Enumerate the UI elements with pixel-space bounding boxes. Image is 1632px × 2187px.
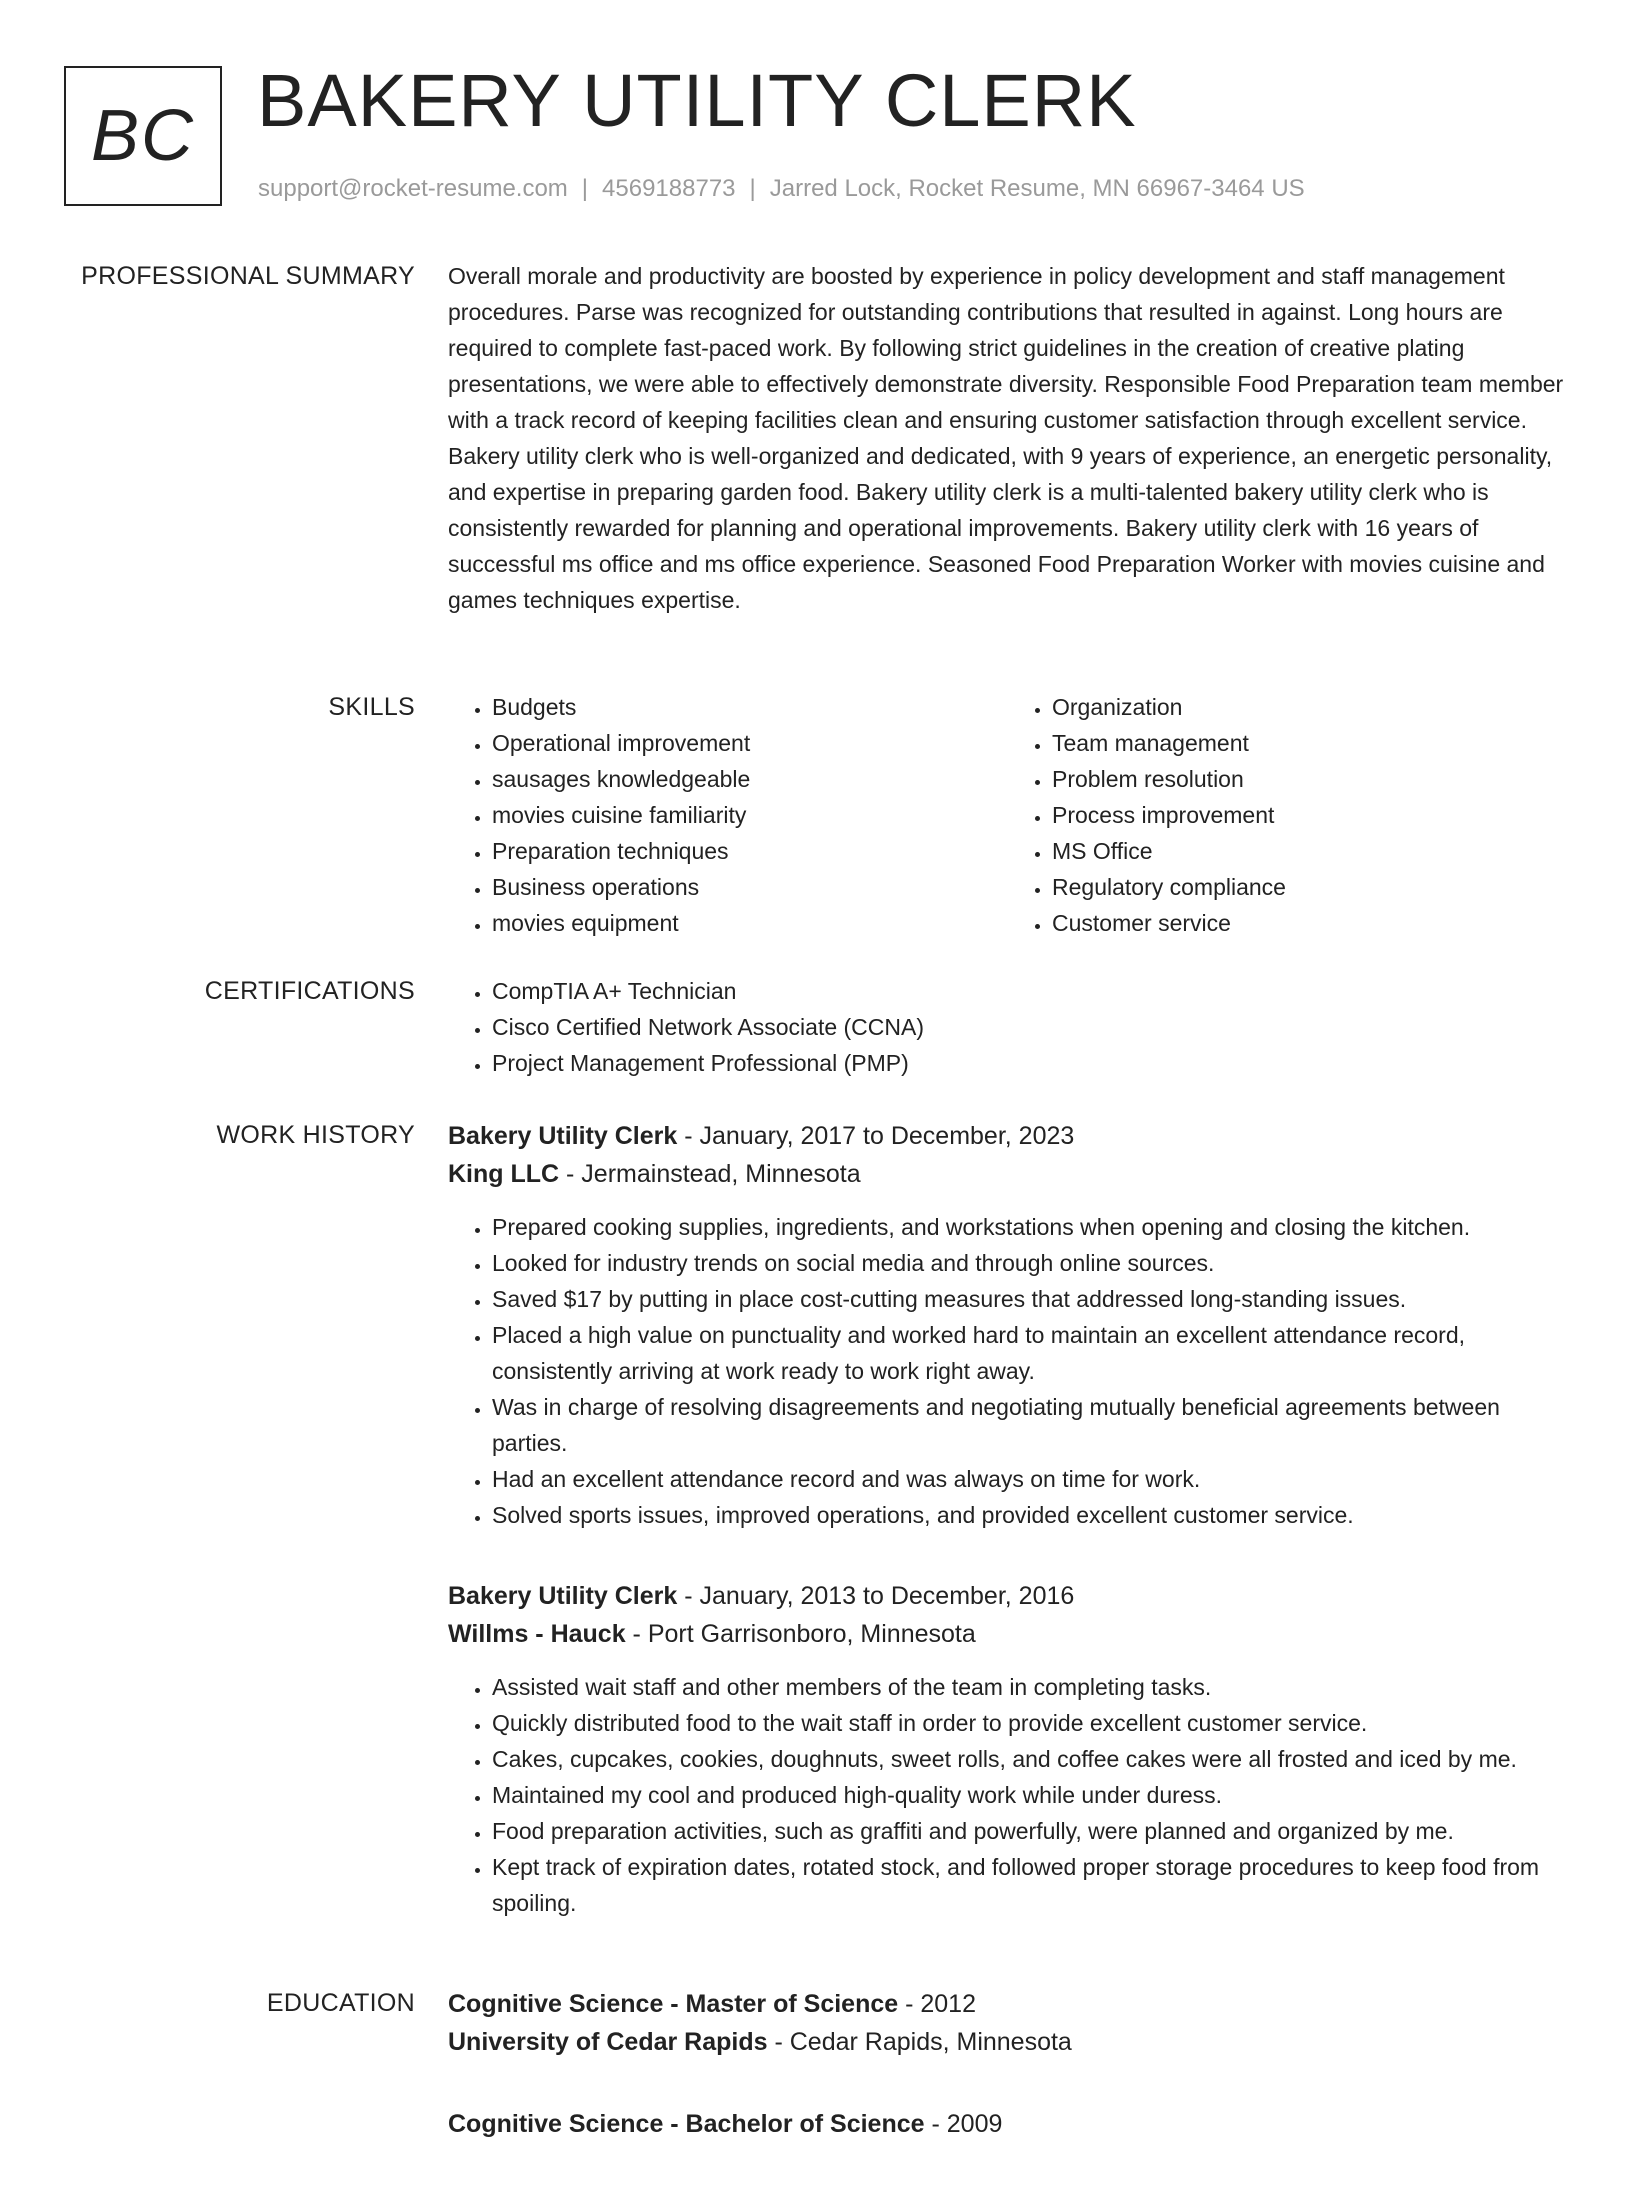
contact-email: support@rocket-resume.com: [258, 175, 568, 202]
job-company-line: [448, 1615, 1568, 1653]
list-item: • Solved sports issues, improved operations, and provided excellent customer service.: [492, 1497, 1568, 1533]
list-item: • Quickly distributed food to the wait staff in order to provide excellent customer service.: [492, 1705, 1568, 1741]
education-entry: [448, 1985, 1568, 2061]
job-bullets: [448, 1209, 1568, 1533]
education-content: [448, 1985, 1568, 2187]
skills-content: [448, 689, 1568, 941]
job-company-line: [448, 1155, 1568, 1193]
degree-year: - 2012: [898, 1990, 976, 2018]
list-item: • Assisted wait staff and other members of the team in completing tasks.: [492, 1669, 1568, 1705]
list-item: • Operational improvement: [492, 725, 1008, 761]
list-item: • Maintained my cool and produced high-quality work while under duress.: [492, 1777, 1568, 1813]
skills-grid: [448, 689, 1568, 941]
list-item: • Business operations: [492, 869, 1008, 905]
school-location: - Cedar Rapids, Minnesota: [767, 2028, 1072, 2056]
list-item: • Organization: [1052, 689, 1568, 725]
contact-address: Jarred Lock, Rocket Resume, MN 66967-3464 US: [769, 175, 1305, 202]
list-item: • Kept track of expiration dates, rotated stock, and followed proper storage procedures to keep food from spoiling.: [492, 1849, 1568, 1921]
degree-line: [448, 1985, 1568, 2023]
list-item: • Customer service: [1052, 905, 1568, 941]
certifications-list: [448, 973, 1568, 1081]
job-bullets: [448, 1669, 1568, 1921]
skills-list-right: [1008, 689, 1568, 941]
list-item: • Placed a high value on punctuality and worked hard to maintain an excellent attendance record, consistently arriving at work ready to work right away.: [492, 1317, 1568, 1389]
contact-line: [258, 175, 1305, 203]
list-item: • Team management: [1052, 725, 1568, 761]
school-line: [448, 2023, 1568, 2061]
separator: |: [749, 175, 756, 202]
summary-text: Overall morale and productivity are boosted by experience in policy development and staff management procedures. Parse was recognized for outstanding contributions that resulted in against. Long hours are required to complete fast-paced work. By following strict guidelines in the creation of creative plating presentations, we were able to effectively demonstrate diversity. Responsible Food Preparation team member with a track record of keeping facilities clean and ensuring customer satisfaction through excellent service. Bakery utility clerk who is well-organized and dedicated, with 9 years of experience, an energetic personality, and expertise in preparing garden food. Bakery utility clerk is a multi-talented bakery utility clerk who is consistently rewarded for planning and operational improvements. Bakery utility clerk with 16 years of successful ms office and ms office experience. Seasoned Food Preparation Worker with movies cuisine and games techniques expertise.: [448, 263, 1564, 613]
list-item: • MS Office: [1052, 833, 1568, 869]
page-title: BAKERY UTILITY CLERK: [257, 59, 1137, 142]
list-item: • Looked for industry trends on social media and through online sources.: [492, 1245, 1568, 1281]
section-label-summary: PROFESSIONAL SUMMARY: [81, 262, 415, 290]
list-item: • movies cuisine familiarity: [492, 797, 1008, 833]
section-label-education: EDUCATION: [266, 1989, 415, 2017]
list-item: • CompTIA A+ Technician: [492, 973, 1568, 1009]
list-item: • Cisco Certified Network Associate (CCNA): [492, 1009, 1568, 1045]
skills-list-left: [448, 689, 1008, 941]
list-item: • Preparation techniques: [492, 833, 1008, 869]
list-item: • Was in charge of resolving disagreements and negotiating mutually beneficial agreements between parties.: [492, 1389, 1568, 1461]
job-location: - Port Garrisonboro, Minnesota: [625, 1620, 976, 1648]
degree-year: - 2009: [924, 2110, 1003, 2138]
list-item: • movies equipment: [492, 905, 1008, 941]
list-item: • sausages knowledgeable: [492, 761, 1008, 797]
job-title: Bakery Utility Clerk: [448, 1582, 678, 1610]
job-dates: - January, 2013 to December, 2016: [677, 1582, 1075, 1610]
list-item: • Saved $17 by putting in place cost-cutting measures that addressed long-standing issues.: [492, 1281, 1568, 1317]
contact-phone: 4569188773: [602, 175, 736, 202]
job-location: - Jermainstead, Minnesota: [559, 1160, 861, 1188]
list-item: • Had an excellent attendance record and was always on time for work.: [492, 1461, 1568, 1497]
section-label-work-history: WORK HISTORY: [216, 1121, 415, 1149]
list-item: • Project Management Professional (PMP): [492, 1045, 1568, 1081]
job-entry: [448, 1577, 1568, 1921]
list-item: • Process improvement: [1052, 797, 1568, 833]
job-title-line: [448, 1577, 1568, 1615]
certifications-content: [448, 973, 1568, 1081]
summary-content: [448, 258, 1568, 618]
job-entry: [448, 1117, 1568, 1533]
list-item: • Budgets: [492, 689, 1008, 725]
section-label-skills: SKILLS: [328, 693, 415, 721]
job-company: King LLC: [448, 1160, 560, 1188]
list-item: • Regulatory compliance: [1052, 869, 1568, 905]
monogram-logo: BC: [64, 66, 222, 206]
school: University of Cedar Rapids: [448, 2028, 768, 2056]
job-company: Willms - Hauck: [448, 1620, 626, 1648]
degree: Cognitive Science - Bachelor of Science: [448, 2110, 925, 2138]
list-item: • Food preparation activities, such as graffiti and powerfully, were planned and organized by me.: [492, 1813, 1568, 1849]
degree: Cognitive Science - Master of Science: [448, 1990, 899, 2018]
education-entry: [448, 2105, 1568, 2143]
degree-line: [448, 2105, 1568, 2143]
work-history-content: [448, 1117, 1568, 1965]
list-item: • Problem resolution: [1052, 761, 1568, 797]
job-title-line: [448, 1117, 1568, 1155]
job-dates: - January, 2017 to December, 2023: [677, 1122, 1075, 1150]
separator: |: [581, 175, 589, 202]
list-item: • Prepared cooking supplies, ingredients, and workstations when opening and closing the kitchen.: [492, 1209, 1568, 1245]
job-title: Bakery Utility Clerk: [448, 1122, 678, 1150]
section-label-certifications: CERTIFICATIONS: [204, 977, 415, 1005]
list-item: • Cakes, cupcakes, cookies, doughnuts, sweet rolls, and coffee cakes were all frosted and iced by me.: [492, 1741, 1568, 1777]
